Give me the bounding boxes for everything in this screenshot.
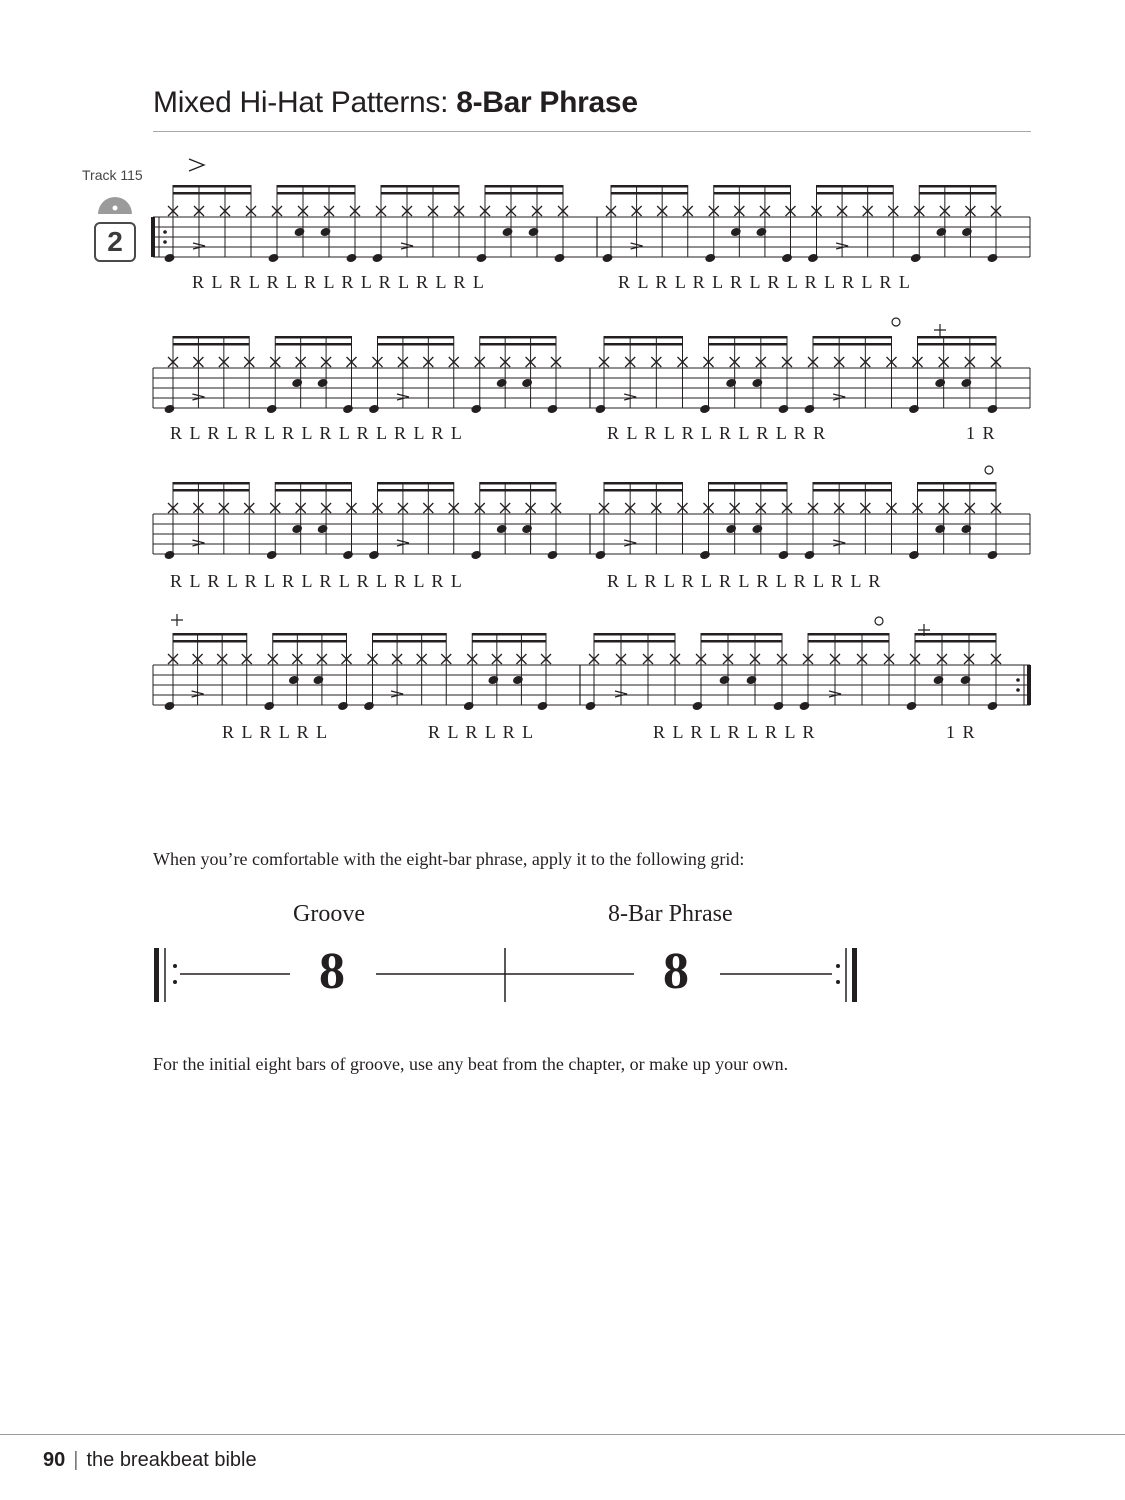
kick-note <box>547 404 559 415</box>
snare-note <box>730 227 742 238</box>
disc-number-badge: 2 <box>94 222 136 262</box>
kick-note <box>164 550 176 561</box>
staff-system <box>153 336 1030 414</box>
beam <box>275 482 351 485</box>
sticking-row: R L R L R L R L R L R L R L R L <box>170 571 462 591</box>
kick-note <box>368 404 380 415</box>
beam <box>604 343 683 346</box>
beam <box>485 192 563 195</box>
kick-note <box>595 550 607 561</box>
beam <box>173 343 249 346</box>
beam <box>611 192 688 195</box>
beam <box>604 336 683 339</box>
kick-note <box>164 404 176 415</box>
kick-note <box>268 253 280 264</box>
beam <box>709 336 788 339</box>
grid-repeat-start-thick <box>154 948 159 1002</box>
beam <box>813 489 892 492</box>
beam <box>480 343 556 346</box>
kick-note <box>595 404 607 415</box>
kick-note <box>342 404 354 415</box>
beam <box>378 489 454 492</box>
sticking-row: R L R L R L R L R <box>653 722 815 742</box>
snare-note <box>487 675 499 686</box>
snare-note <box>934 524 946 535</box>
kick-note <box>987 701 999 712</box>
page-title-light: Mixed Hi-Hat Patterns: <box>153 86 457 119</box>
closed-hihat-mark <box>934 324 946 336</box>
kick-note <box>778 550 790 561</box>
grid-repeat-dot <box>836 964 840 968</box>
beam <box>709 343 788 346</box>
kick-note <box>337 701 349 712</box>
snare-note <box>512 675 524 686</box>
sticking-row: R L R L R L R L R L R L R L R L <box>618 272 910 292</box>
snare-note <box>746 675 758 686</box>
beam <box>817 192 894 195</box>
sticking-row: R L R L R L R L R L R L R L R L <box>170 423 462 443</box>
beam <box>709 482 788 485</box>
beam <box>919 185 996 188</box>
snare-note <box>528 227 540 238</box>
beam <box>373 640 447 643</box>
snare-note <box>933 675 945 686</box>
snare-note <box>502 227 514 238</box>
kick-note <box>470 550 482 561</box>
beam <box>381 185 459 188</box>
beam <box>378 482 454 485</box>
kick-note <box>476 253 488 264</box>
snare-note <box>291 524 303 535</box>
beam <box>277 192 355 195</box>
kick-note <box>692 701 704 712</box>
beam <box>480 482 556 485</box>
beam <box>915 640 996 643</box>
kick-note <box>266 404 278 415</box>
beam <box>813 336 892 339</box>
kick-note <box>910 253 922 264</box>
beam <box>173 640 247 643</box>
instruction-paragraph: When you’re comfortable with the eight-bar phrase, apply it to the following grid: <box>153 849 745 869</box>
beam <box>173 336 249 339</box>
open-hihat-mark <box>985 466 993 474</box>
snare-note <box>288 675 300 686</box>
beam <box>472 633 546 636</box>
kick-note <box>778 404 790 415</box>
kick-note <box>699 404 711 415</box>
beam <box>919 192 996 195</box>
snare-note <box>725 524 737 535</box>
kick-note <box>470 404 482 415</box>
beam <box>918 482 997 485</box>
repeat-dot <box>1016 688 1020 692</box>
kick-note <box>987 404 999 415</box>
grid-repeat-dot <box>173 980 177 984</box>
beam <box>277 185 355 188</box>
sticking-row: 1 R <box>966 423 995 443</box>
kick-note <box>164 253 176 264</box>
beam <box>714 192 791 195</box>
kick-note <box>266 550 278 561</box>
beam <box>808 640 889 643</box>
kick-note <box>699 550 711 561</box>
repeat-start-thick <box>151 217 155 257</box>
kick-note <box>799 701 811 712</box>
beam <box>918 336 997 339</box>
footer-rule <box>0 1434 1125 1435</box>
beam <box>604 482 683 485</box>
kick-note <box>987 550 999 561</box>
snare-note <box>291 378 303 389</box>
beam <box>817 185 894 188</box>
beam <box>472 640 546 643</box>
repeat-end-thick <box>1027 665 1031 705</box>
closing-paragraph: For the initial eight bars of groove, use any beat from the chapter, or make up your own. <box>153 1054 789 1074</box>
snare-note <box>725 378 737 389</box>
page-number: 90 <box>43 1449 66 1471</box>
kick-note <box>807 253 819 264</box>
sticking-row: 1 R <box>946 722 975 742</box>
accent-mark <box>189 159 204 171</box>
kick-note <box>363 701 375 712</box>
kick-note <box>342 550 354 561</box>
beam <box>275 489 351 492</box>
sticking-row: R L R L R L R L R L R L R L R <box>607 571 881 591</box>
kick-note <box>781 253 793 264</box>
kick-note <box>463 701 475 712</box>
beam <box>611 185 688 188</box>
kick-note <box>908 550 920 561</box>
footer-separator: | <box>73 1449 79 1471</box>
beam <box>173 633 247 636</box>
beam <box>378 343 454 346</box>
sticking-row: R L R L R L <box>222 722 328 742</box>
snare-note <box>320 227 332 238</box>
kick-note <box>906 701 918 712</box>
beam <box>918 489 997 492</box>
sticking-row: R L R L R L R L R L R R <box>607 423 826 443</box>
phrase-grid-lines <box>154 948 857 1002</box>
staff-system <box>153 633 1031 711</box>
snare-note <box>496 524 508 535</box>
kick-note <box>908 404 920 415</box>
kick-note <box>585 701 597 712</box>
kick-note <box>547 550 559 561</box>
beam <box>273 640 347 643</box>
kick-note <box>368 550 380 561</box>
snare-note <box>521 524 533 535</box>
open-hihat-mark <box>892 318 900 326</box>
kick-note <box>602 253 614 264</box>
kick-note <box>773 701 785 712</box>
kick-note <box>554 253 566 264</box>
snare-note <box>934 378 946 389</box>
page-title-bold: 8-Bar Phrase <box>456 86 638 119</box>
kick-note <box>372 253 384 264</box>
beam <box>173 192 251 195</box>
grid-repeat-dot <box>836 980 840 984</box>
grid-label-phrase: 8-Bar Phrase <box>608 901 733 927</box>
kick-note <box>346 253 358 264</box>
beam <box>480 489 556 492</box>
beam <box>173 482 249 485</box>
repeat-dot <box>163 230 167 234</box>
sticking-rows <box>170 272 995 742</box>
book-title: the breakbeat bible <box>86 1449 257 1471</box>
kick-note <box>537 701 549 712</box>
beam <box>173 489 249 492</box>
beam <box>480 336 556 339</box>
beam <box>714 185 791 188</box>
snare-note <box>960 524 972 535</box>
grid-repeat-dot <box>173 964 177 968</box>
beam <box>808 633 889 636</box>
beam <box>594 640 675 643</box>
kick-note <box>804 550 816 561</box>
kick-note <box>704 253 716 264</box>
kick-note <box>164 701 176 712</box>
snare-note <box>960 378 972 389</box>
closed-hihat-mark <box>171 614 183 626</box>
beam <box>915 633 996 636</box>
snare-note <box>312 675 324 686</box>
snare-note <box>751 378 763 389</box>
sticking-row: R L R L R L R L R L R L R L R L <box>192 272 484 292</box>
kick-note <box>987 253 999 264</box>
grid-count-groove: 8 <box>319 943 345 1000</box>
beam <box>275 343 351 346</box>
snare-note <box>961 227 973 238</box>
grid-label-groove: Groove <box>293 901 365 927</box>
snare-note <box>294 227 306 238</box>
kick-note <box>804 404 816 415</box>
snare-note <box>521 378 533 389</box>
beam <box>173 185 251 188</box>
beam <box>709 489 788 492</box>
snare-note <box>719 675 731 686</box>
track-label: Track 115 <box>82 167 143 183</box>
beam <box>273 633 347 636</box>
repeat-dot <box>163 240 167 244</box>
snare-note <box>751 524 763 535</box>
beam <box>918 343 997 346</box>
beam <box>381 192 459 195</box>
snare-note <box>935 227 947 238</box>
sticking-row: R L R L R L <box>428 722 534 742</box>
snare-note <box>960 675 972 686</box>
grid-repeat-end-thick <box>852 948 857 1002</box>
beam <box>378 336 454 339</box>
snare-note <box>317 524 329 535</box>
page-footer <box>43 1449 257 1472</box>
staff-system <box>153 482 1030 560</box>
beam <box>813 482 892 485</box>
beam <box>485 185 563 188</box>
beam <box>594 633 675 636</box>
beam <box>701 633 782 636</box>
snare-note <box>317 378 329 389</box>
grid-count-phrase: 8 <box>663 943 689 1000</box>
repeat-dot <box>1016 678 1020 682</box>
beam <box>701 640 782 643</box>
staff-system <box>151 185 1030 263</box>
beam <box>275 336 351 339</box>
snare-note <box>755 227 767 238</box>
kick-note <box>263 701 275 712</box>
open-hihat-mark <box>875 617 883 625</box>
snare-note <box>496 378 508 389</box>
beam <box>604 489 683 492</box>
beam <box>813 343 892 346</box>
beam <box>373 633 447 636</box>
